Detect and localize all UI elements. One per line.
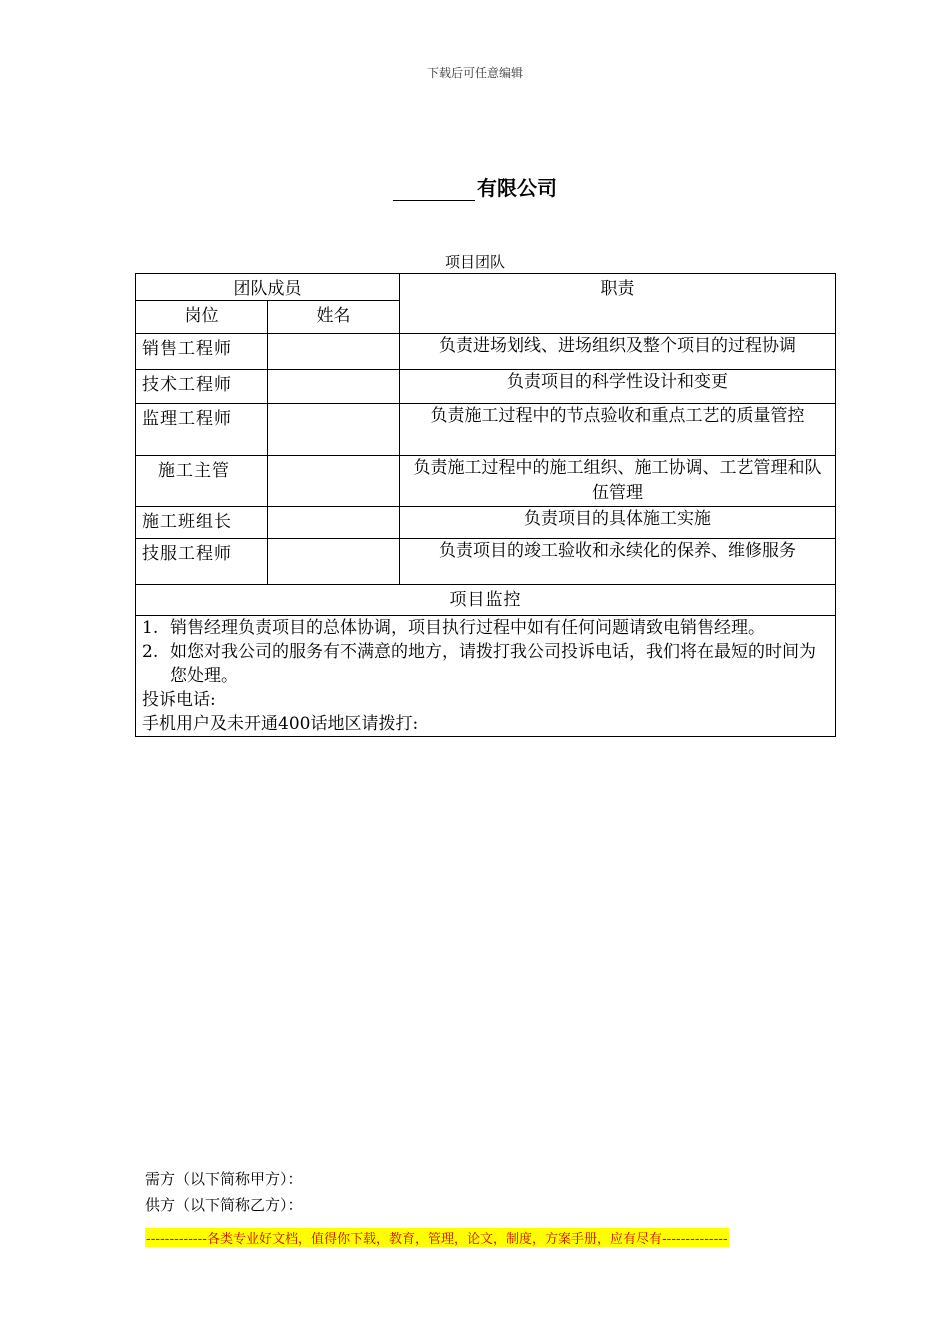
duty-cell: 负责施工过程中的节点验收和重点工艺的质量管控 xyxy=(400,404,836,456)
duty-cell: 负责项目的科学性设计和变更 xyxy=(400,370,836,404)
team-members-header: 团队成员 xyxy=(136,274,400,301)
table-row xyxy=(136,404,836,456)
role-cell: 施工班组长 xyxy=(136,507,268,539)
name-cell[interactable] xyxy=(268,334,400,370)
table-row xyxy=(136,507,836,539)
name-column-header: 姓名 xyxy=(268,301,400,334)
name-cell[interactable] xyxy=(268,539,400,585)
list-item-number: 1. xyxy=(142,618,159,638)
duty-cell: 负责进场划线、进场组织及整个项目的过程协调 xyxy=(400,334,836,370)
duty-cell: 负责施工过程中的施工组织、施工协调、工艺管理和队伍管理 xyxy=(400,456,836,507)
role-cell: 技术工程师 xyxy=(136,370,268,404)
name-cell[interactable] xyxy=(268,370,400,404)
role-cell: 技服工程师 xyxy=(136,539,268,585)
name-cell[interactable] xyxy=(268,456,400,507)
table-row xyxy=(136,456,836,507)
duty-column-header: 职责 xyxy=(400,274,836,334)
duty-cell: 负责项目的竣工验收和永续化的保养、维修服务 xyxy=(400,539,836,585)
role-cell: 施工主管 xyxy=(136,456,268,507)
company-suffix: 有限公司 xyxy=(477,176,557,200)
footer-banner: -------------各类专业好文档，值得你下载，教育，管理，论文，制度，方案手册，应有尽有-------------- xyxy=(145,1228,729,1247)
party-b-label: 供方（以下简称乙方）： xyxy=(145,1196,303,1214)
duty-cell: 负责项目的具体施工实施 xyxy=(400,507,836,539)
table-row xyxy=(136,334,836,370)
mobile-user-phone-label: 手机用户及未开通400话地区请拨打: xyxy=(142,714,419,734)
table-row xyxy=(136,539,836,585)
list-item-text: 如您对我公司的服务有不满意的地方，请拨打我公司投诉电话，我们将在最短的时间为您处理。 xyxy=(170,642,816,686)
name-cell[interactable] xyxy=(268,507,400,539)
company-name-blank xyxy=(393,182,475,201)
project-monitor-body xyxy=(136,616,836,737)
name-cell[interactable] xyxy=(268,404,400,456)
table-row xyxy=(136,370,836,404)
company-title xyxy=(0,172,950,201)
list-item xyxy=(142,616,829,640)
role-cell: 监理工程师 xyxy=(136,404,268,456)
header-note: 下载后可任意编辑 xyxy=(426,66,523,80)
table-caption: 项目团队 xyxy=(444,253,505,271)
role-cell: 销售工程师 xyxy=(136,334,268,370)
list-item-text: 销售经理负责项目的总体协调，项目执行过程中如有任何问题请致电销售经理。 xyxy=(170,618,765,638)
list-item xyxy=(142,640,829,688)
party-a-label: 需方（以下简称甲方）： xyxy=(145,1170,303,1188)
role-column-header: 岗位 xyxy=(136,301,268,334)
team-table xyxy=(135,273,836,737)
complaint-phone-label: 投诉电话: xyxy=(142,690,216,710)
project-monitor-header: 项目监控 xyxy=(136,585,836,616)
list-item-number: 2. xyxy=(142,642,159,662)
